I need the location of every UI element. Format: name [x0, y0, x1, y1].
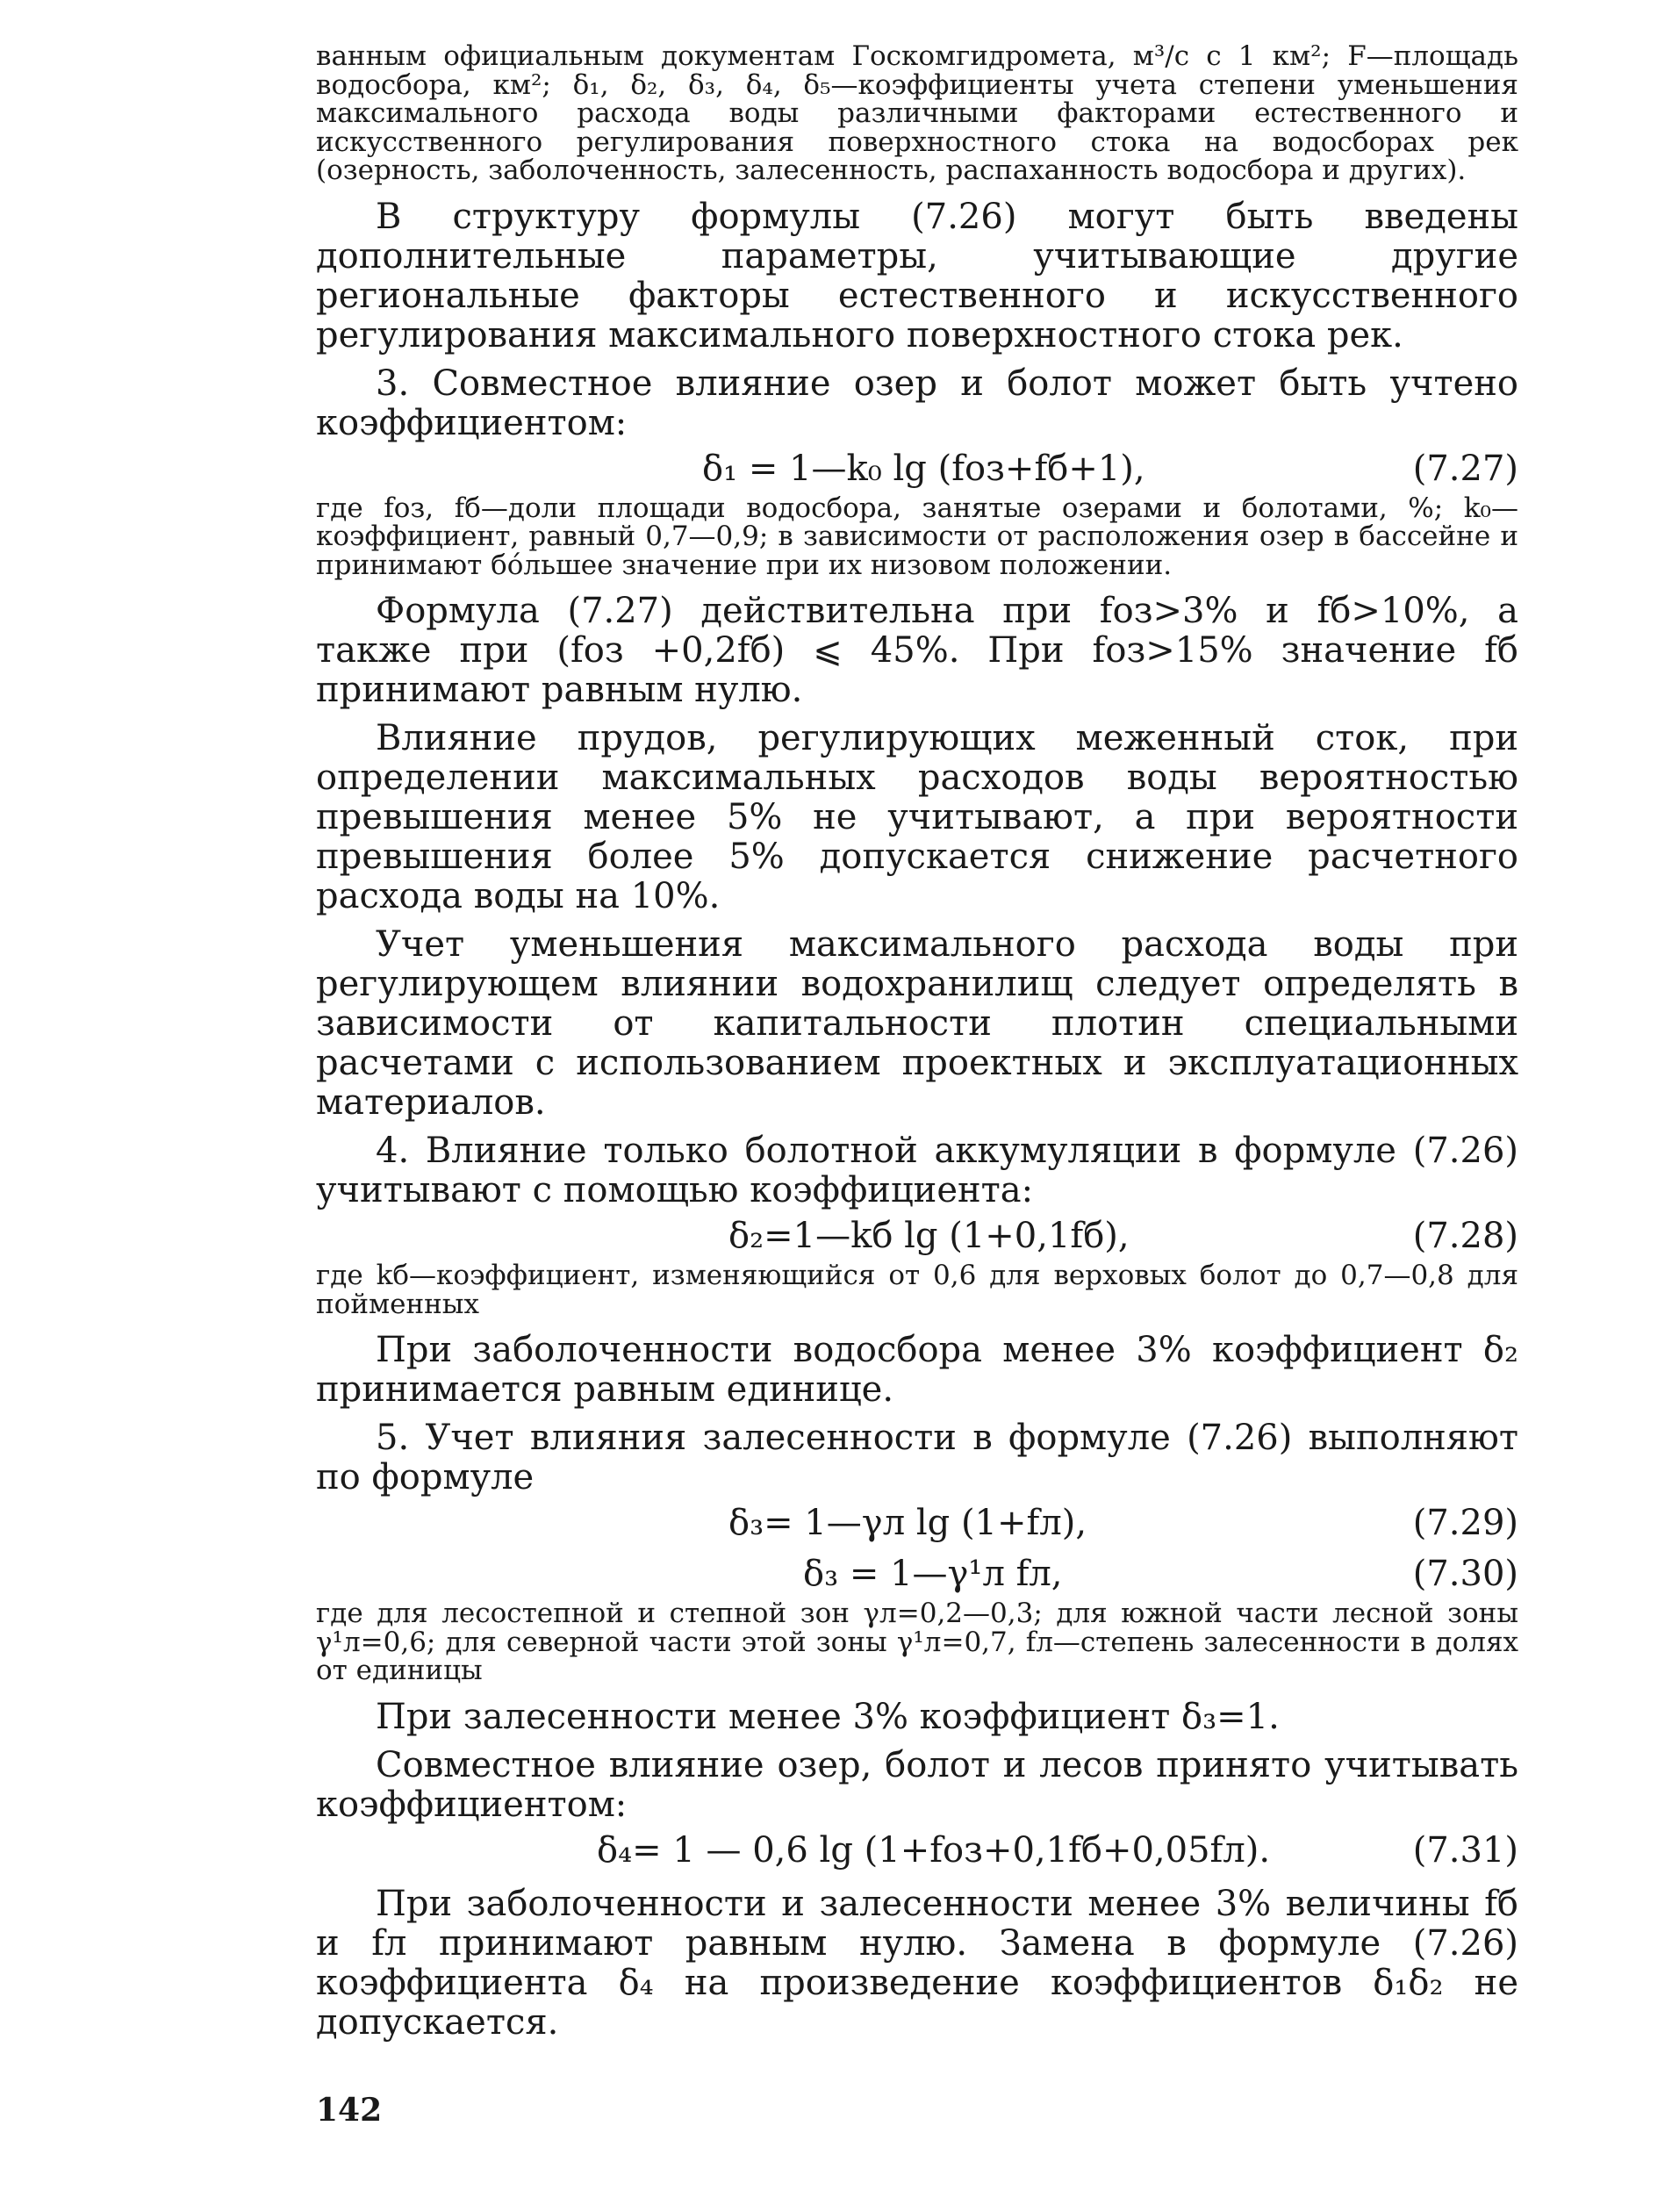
formula-number: (7.29) [1412, 1503, 1518, 1543]
text-paragraph: где fоз, fб—доли площади водосбора, занятые озерами и болотами, %; k₀—коэффициент, равный 0,7—0,9; в зависимости от расположения озер в бассейне и принимают бóльшее значение при их низовом положении. [316, 492, 1518, 581]
text-paragraph: ванным официальным документам Госкомгидромета, м³/с с 1 км²; F—площадь водосбора, км²; δ₁, δ₂, δ₃, δ₄, δ₅—коэффициенты учета степени уменьшения максимального расхода воды различными факторами естественного и искусственного регулирования поверхностного стока на водосборах рек (озерность, заболоченность, залесенность, распаханность водосбора и других). [316, 40, 1518, 186]
text-paragraph: При залесенности менее 3% коэффициент δ₃=1. [376, 1696, 1280, 1737]
formula-7-29 [316, 1497, 1518, 1548]
text-paragraph: Влияние прудов, регулирующих меженный сток, при определении максимальных расходов воды вероятностью превышения менее 5% не учитывают, а при вероятности превышения более 5% допускается снижение расчетного расхода воды на 10%. [316, 718, 1518, 916]
formula-7-30 [316, 1548, 1518, 1599]
text-paragraph: При заболоченности и залесенности менее 3% величины fб и fл принимают равным нулю. Замена в формуле (7.26) коэффициента δ₄ на произведение коэффициентов δ₁δ₂ не допускается. [316, 1883, 1518, 2043]
formula-number: (7.28) [1412, 1216, 1518, 1256]
text-paragraph: где для лесостепной и степной зон γл=0,2—0,3; для южной части лесной зоны γ¹л=0,6; для северной части этой зоны γ¹л=0,7, fл—степень залесенности в долях от единицы [316, 1598, 1518, 1686]
text-paragraph: 3. Совместное влияние озер и болот может быть учтено коэффициентом: [316, 363, 1518, 443]
text-paragraph: Формула (7.27) действительна при fоз>3% и fб>10%, а также при (fоз +0,2fб) ⩽ 45%. При fоз>15% значение fб принимают равным нулю. [316, 591, 1518, 710]
formula-expression: δ₃= 1—γл lg (1+fл), [728, 1503, 1087, 1543]
formula-expression: δ₁ = 1—k₀ lg (fоз+fб+1), [702, 448, 1145, 489]
text-paragraph: где kб—коэффициент, изменяющийся от 0,6 для верховых болот до 0,7—0,8 для пойменных [316, 1260, 1518, 1320]
text-paragraph: Учет уменьшения максимального расхода воды при регулирующем влиянии водохранилищ следует определять в зависимости от капитальности плотин специальными расчетами с использованием проектных и эксплуатационных материалов. [316, 924, 1518, 1123]
formula-expression: δ₄= 1 — 0,6 lg (1+fоз+0,1fб+0,05fл). [597, 1829, 1271, 1871]
text-paragraph: Совместное влияние озер, болот и лесов принято учитывать коэффициентом: [316, 1744, 1518, 1825]
formula-7-31 [316, 1825, 1518, 1876]
text-paragraph: При заболоченности водосбора менее 3% коэффициент δ₂ принимается равным единице. [316, 1330, 1518, 1410]
formula-number: (7.30) [1412, 1554, 1518, 1594]
text-paragraph: 5. Учет влияния залесенности в формуле (7.26) выполняют по формуле [316, 1418, 1518, 1497]
formula-expression: δ₃ = 1—γ¹л fл, [803, 1554, 1063, 1594]
formula-7-28 [316, 1210, 1518, 1261]
formula-expression: δ₂=1—kб lg (1+0,1fб), [728, 1216, 1130, 1256]
page-number: 142 [316, 2092, 383, 2129]
text-paragraph: В структуру формулы (7.26) могут быть введены дополнительные параметры, учитывающие другие региональные факторы естественного и искусственного регулирования максимального поверхностного стока рек. [316, 196, 1518, 356]
page-content [316, 42, 1518, 2043]
text-paragraph: 4. Влияние только болотной аккумуляции в формуле (7.26) учитывают с помощью коэффициента: [316, 1131, 1518, 1210]
formula-7-27 [316, 443, 1518, 494]
formula-number: (7.31) [1412, 1829, 1518, 1871]
formula-number: (7.27) [1412, 448, 1518, 489]
